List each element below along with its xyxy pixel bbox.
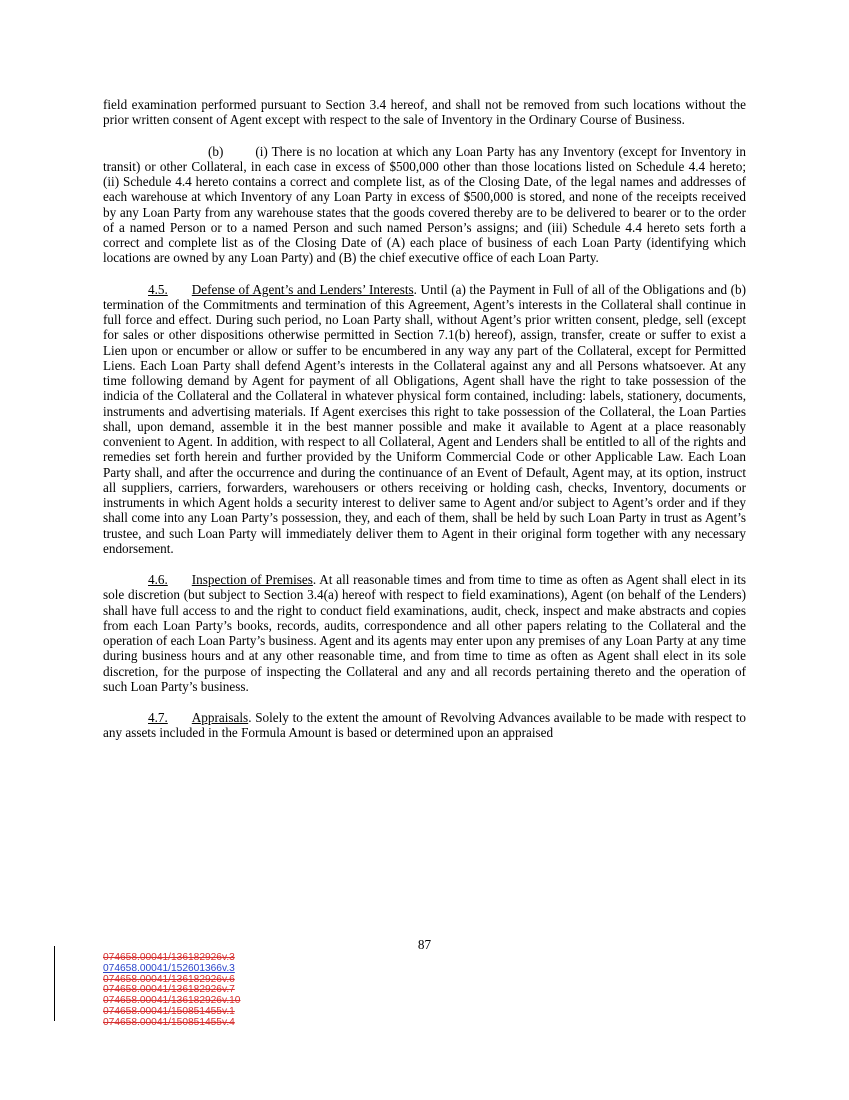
section-body: . Until (a) the Payment in Full of all of the Obligations and (b) termination of the Commitments and termination of this Agreement, Agent’s interests in the Collateral shall continue in full force and effect. During such period, no Loan Party shall, without Agent’s prior written consent, pledge, sell (except for sales or other dispositions otherwise permitted in Section 7.1(b) hereof), assign, transfer, create or suffer to exist a Lien upon or encumber or allow or suffer to be encumbered in any way any part of the Collateral, except for Permitted Liens. Each Loan Party shall defend Agent’s interests in the Collateral against any and all Persons whatsoever. At any time following demand by Agent for payment of all Obligations, Agent shall have the right to take possession of the indicia of the Collateral and the Collateral in whatever physical form contained, including: labels, stationery, documents, instruments and advertising materials. If Agent exercises this right to take possession of the Collateral, the Loan Parties shall, upon demand, assemble it in the best manner possible and make it available to Agent at a place reasonably convenient to Agent. In addition, with respect to all Collateral, Agent and Lenders shall be entitled to all of the rights and remedies set forth herein and further provided by the Uniform Commercial Code or other Applicable Law. Each Loan Party shall, and after the occurrence and during the continuance of an Event of Default, Agent may, at its option, instruct all suppliers, carriers, forwarders, warehousers or others receiving or holding cash, checks, Inventory, documents or instruments in which Agent holds a security interest to deliver same to Agent and/or subject to Agent’s order and if they shall come into any Loan Party’s possession, they, and each of them, shall be held by such Loan Party in trust as Agent’s trustee, and such Loan Party will immediately deliver them to Agent in their original form together with any necessary endorsement. — [103, 281, 746, 556]
section-heading: Defense of Agent’s and Lenders’ Interests — [191, 281, 414, 297]
footer-doc-ids — [103, 953, 240, 1029]
clause-b-text: (i) There is no location at which any Loan Party has any Inventory (except for Inventory in transit) or other Collateral, in each case in excess of $500,000 other than those locations listed on Schedule 4.4 hereto; (ii) Schedule 4.4 hereto contains a correct and complete list, as of the Closing Date, of the legal names and addresses of each warehouse at which Inventory of any Loan Party in excess of $500,000 is stored, and none of the receipts received by any Loan Party from any warehouse states that the goods covered thereby are to be delivered to bearer or to the order of a named Person or to a named Person and such named Person’s assigns; and (iii) Schedule 4.4 hereto sets forth a correct and complete list as of the Closing Date of (A) each place of business of each Loan Party (identifying which locations are owned by any Loan Party) and (B) the chief executive office of each Loan Party. — [103, 143, 747, 266]
doc-id-deleted: 074658.00041/150851455v.4 — [103, 1016, 235, 1028]
doc-id-deleted: 074658.00041/136182926v.6 — [103, 973, 235, 985]
section-4-5 — [103, 282, 746, 557]
doc-id-deleted: 074658.00041/136182926v.10 — [103, 995, 241, 1007]
continuation-paragraph: field examination performed pursuant to Section 3.4 hereof, and shall not be removed from such locations without the prior written consent of Agent except with respect to the sale of Inventory in the Ordinary Course of Business. — [103, 97, 746, 128]
clause-b-paragraph — [103, 144, 746, 266]
revision-bar — [54, 946, 55, 1021]
page-number: 87 — [417, 937, 432, 952]
clause-b-label: (b) — [208, 143, 224, 159]
section-body: . Solely to the extent the amount of Revolving Advances available to be made with respect to any assets included in the Formula Amount is based or determined upon an appraised — [103, 710, 746, 741]
section-number: 4.6. — [148, 572, 168, 587]
section-number: 4.5. — [148, 281, 168, 297]
section-body: . At all reasonable times and from time to time as often as Agent shall elect in its sole discretion (but subject to Section 3.4(a) hereof with respect to field examinations), Agent (on behalf of the Lenders) shall have full access to and the right to conduct field examinations, audit, check, inspect and make abstracts and copies from each Loan Party’s books, records, audits, correspondence and all other papers relating to the Collateral and the operation of each Loan Party’s business. Agent and its agents may enter upon any premises of any Loan Party at any time during business hours and at any other reasonable time, and from time to time as often as Agent shall elect in its sole discretion, for the purpose of inspecting the Collateral and any and all records pertaining thereto and the operation of such Loan Party’s business. — [103, 572, 746, 694]
doc-id-deleted: 074658.00041/136182926v.7 — [103, 984, 235, 996]
doc-id-deleted: 074658.00041/136182926v.3 — [103, 952, 235, 963]
section-number: 4.7. — [148, 710, 168, 725]
section-4-7 — [103, 710, 746, 741]
section-heading: Appraisals — [191, 710, 249, 725]
section-heading: Inspection of Premises — [191, 572, 313, 587]
doc-id-inserted: 074658.00041/152601366v.3 — [103, 962, 235, 974]
section-4-6 — [103, 572, 746, 694]
doc-id-deleted: 074658.00041/150851455v.1 — [103, 1005, 235, 1017]
document-body — [103, 97, 746, 757]
